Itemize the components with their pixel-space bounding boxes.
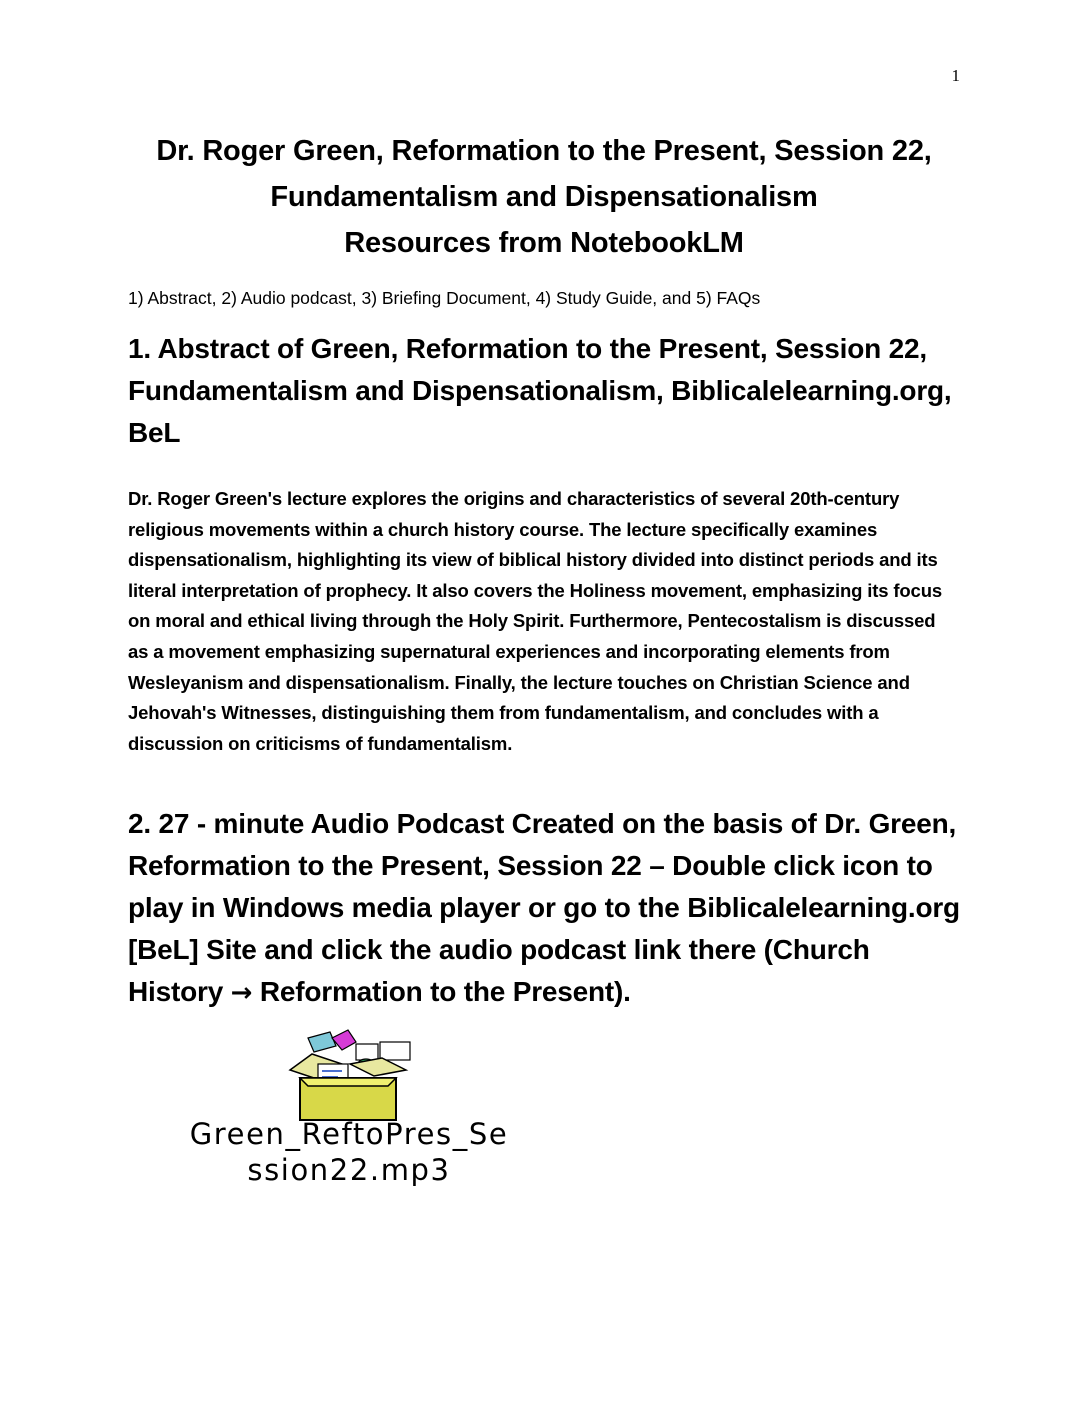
document-title xyxy=(128,128,960,266)
abstract-paragraph: Dr. Roger Green's lecture explores the origins and characteristics of several 20th-century religious movements within a church history course. The lecture specifically examines dispensationalism, highlighting its view of biblical history divided into distinct periods and its literal interpretation of prophecy. It also covers the Holiness movement, emphasizing its focus on moral and ethical living through the Holy Spirit. Furthermore, Pentecostalism is discussed as a movement emphasizing supernatural experiences and incorporating elements from Wesleyanism and dispensationalism. Finally, the lecture touches on Christian Science and Jehovah's Witnesses, distinguishing them from fundamentalism, and concludes with a discussion on criticisms of fundamentalism. xyxy=(128,488,942,754)
podcast-heading xyxy=(128,803,968,1014)
page-number: 1 xyxy=(951,66,960,85)
arrow-right-icon: → xyxy=(230,978,253,1008)
filename-line-1: Green_ReftoPres_Se xyxy=(189,1117,509,1151)
package-file-icon[interactable] xyxy=(272,1024,422,1124)
contents-list: 1) Abstract, 2) Audio podcast, 3) Briefing Document, 4) Study Guide, and 5) FAQs xyxy=(128,288,761,308)
filename-line-2: ssion22.mp3 xyxy=(247,1153,451,1187)
attachment-filename[interactable] xyxy=(124,1116,574,1188)
title-line-1: Dr. Roger Green, Reformation to the Present, Session 22, xyxy=(156,135,932,167)
title-line-3: Resources from NotebookLM xyxy=(344,227,744,259)
abstract-heading: 1. Abstract of Green, Reformation to the Present, Session 22, Fundamentalism and Dispensationalism, Biblicalelearning.org, BeL xyxy=(128,333,952,448)
podcast-heading-text: 2. 27 - minute Audio Podcast Created on the basis of Dr. Green, Reformation to the Present, Session 22 – Double click icon to play in Windows media player or go to the Biblicalelearning.org [BeL] Site and click the audio podcast link there (Church History xyxy=(128,808,960,1007)
title-line-2: Fundamentalism and Dispensationalism xyxy=(270,181,818,213)
podcast-heading-text-end: Reformation to the Present). xyxy=(259,976,631,1007)
